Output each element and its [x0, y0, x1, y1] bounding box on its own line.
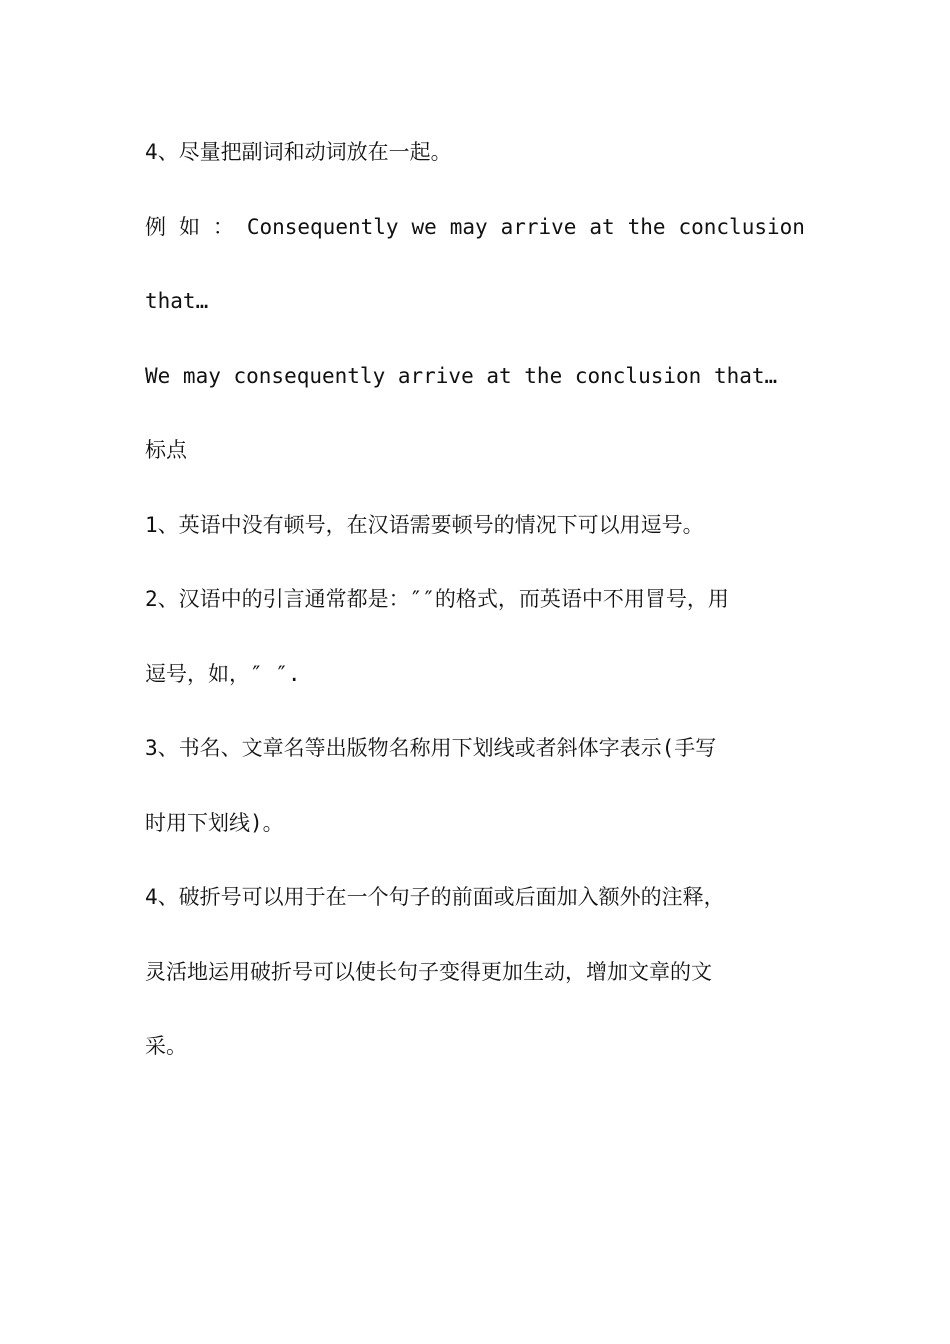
text-word: may [449, 214, 488, 239]
text-word: conclusion [678, 214, 805, 239]
text-line: 3、书名、文章名等出版物名称用下划线或者斜体字表示(手写 [145, 736, 717, 760]
text-line: We may consequently arrive at the conclusion that… [145, 363, 778, 388]
text-word: we [411, 214, 437, 239]
text-word: 例 [145, 214, 166, 239]
text-line: 2、汉语中的引言通常都是：″″的格式，而英语中不用冒号，用 [145, 587, 729, 611]
example-line [145, 207, 805, 282]
text-line: 采。 [145, 1034, 187, 1058]
text-word: 如 [178, 214, 200, 239]
text-word: arrive [500, 214, 577, 239]
document-body [145, 132, 805, 1101]
text-word: at [589, 214, 615, 239]
text-line: 4、破折号可以用于在一个句子的前面或后面加入额外的注释， [145, 885, 725, 909]
text-line: 逗号，如，″ ″. [145, 661, 301, 686]
text-line: 4、尽量把副词和动词放在一起。 [145, 140, 452, 164]
text-line: that… [145, 289, 209, 313]
text-word: ： [212, 214, 234, 239]
section-heading: 标点 [145, 438, 187, 462]
text-word: Consequently [246, 214, 399, 239]
text-line: 时用下划线)。 [145, 810, 284, 835]
text-line: 1、英语中没有顿号，在汉语需要顿号的情况下可以用逗号。 [145, 512, 704, 537]
text-word: the [627, 214, 666, 239]
text-line: 灵活地运用破折号可以使长句子变得更加生动，增加文章的文 [145, 959, 712, 984]
